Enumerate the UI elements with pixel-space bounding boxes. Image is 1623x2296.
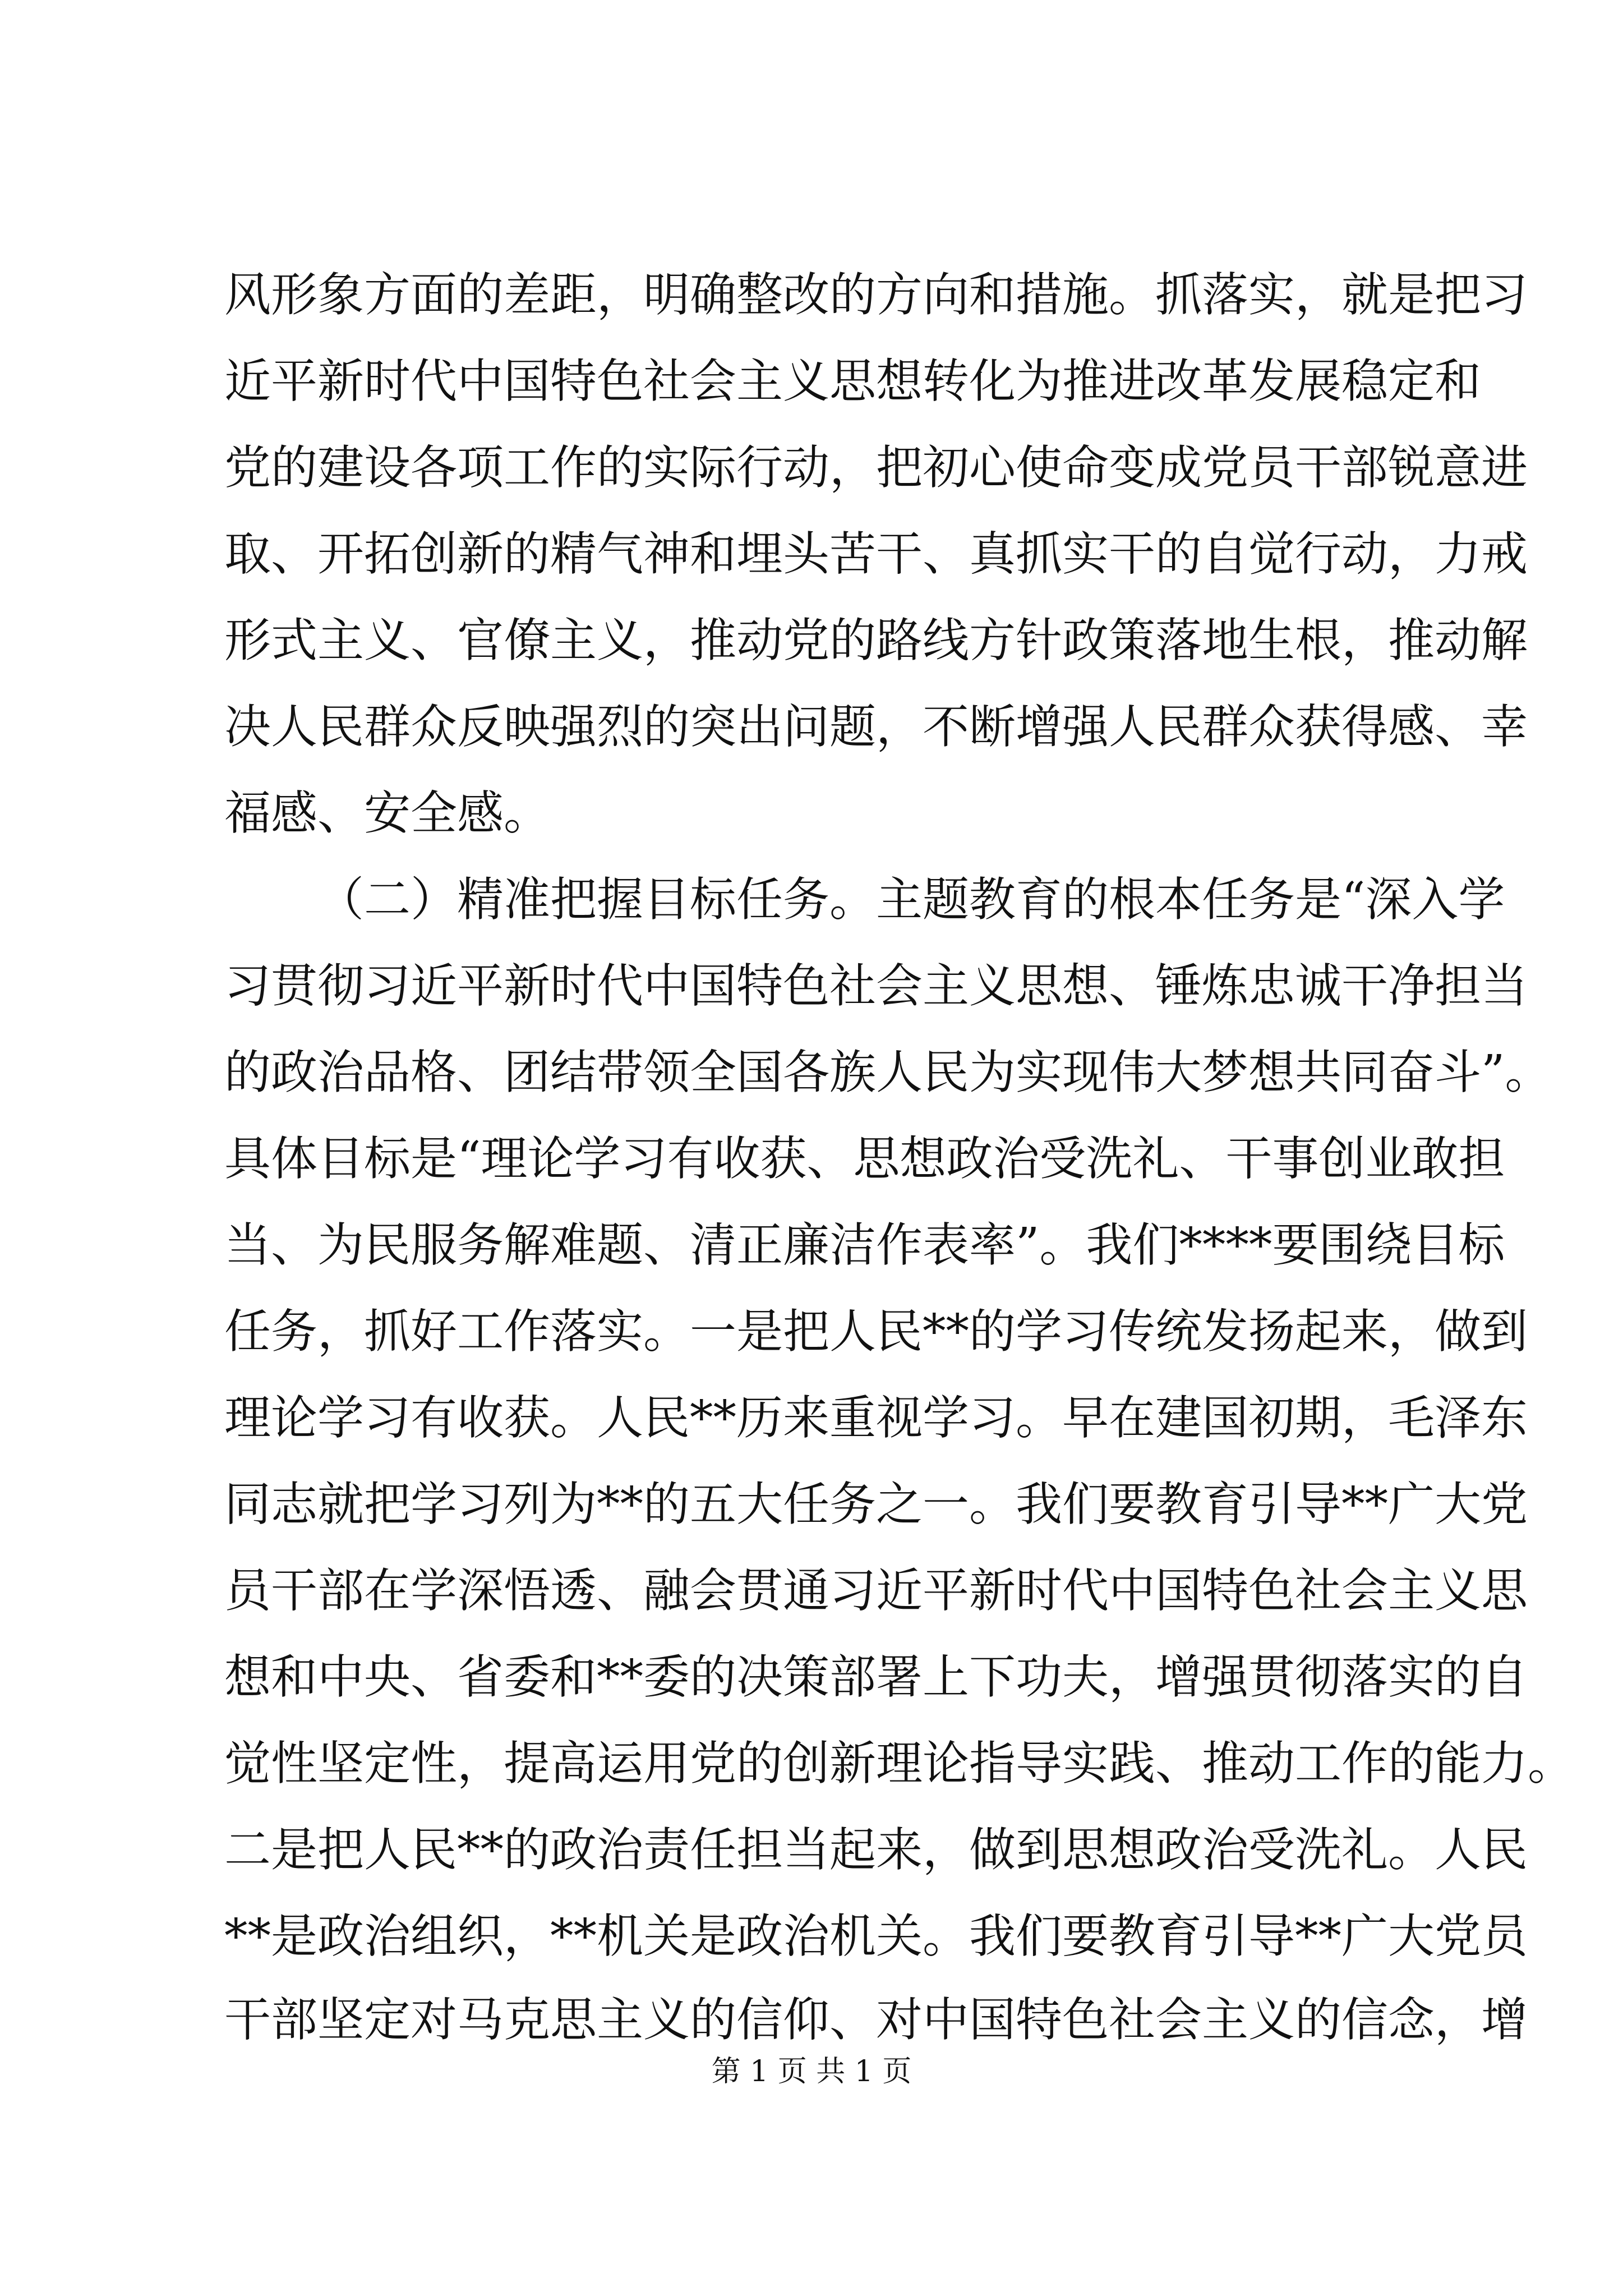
text-line: 干部坚定对马克思主义的信仰、对中国特色社会主义的信念，增: [224, 1993, 1528, 2047]
text-line: 同志就把学习列为**的五大任务之一。我们要教育引导**广大党: [224, 1477, 1528, 1531]
text-line: 福感、安全感。: [224, 786, 550, 840]
text-line: 形式主义、官僚主义，推动党的路线方针政策落地生根，推动解: [224, 613, 1528, 668]
text-line: 具体目标是“理论学习有收获、思想政治受洗礼、干事创业敢担: [224, 1131, 1505, 1186]
text-line: 想和中央、省委和**委的决策部署上下功夫，增强贯彻落实的自: [224, 1650, 1528, 1704]
text-line: 风形象方面的差距，明确整改的方向和措施。抓落实，就是把习: [224, 268, 1528, 322]
text-line: 当、为民服务解难题、清正廉洁作表率”。我们****要围绕目标: [224, 1218, 1505, 1272]
text-line: 觉性坚定性，提高运用党的创新理论指导实践、推动工作的能力。: [224, 1736, 1574, 1791]
text-line: 习贯彻习近平新时代中国特色社会主义思想、锤炼忠诚干净担当: [224, 959, 1528, 1013]
text-line: 任务，抓好工作落实。一是把人民**的学习传统发扬起来，做到: [224, 1304, 1528, 1359]
text-line: 二是把人民**的政治责任担当起来，做到思想政治受洗礼。人民: [224, 1823, 1528, 1877]
paragraph-first-line: （二）精准把握目标任务。主题教育的根本任务是“深入学: [317, 872, 1505, 927]
page-number-footer: 第 1 页 共 1 页: [711, 2055, 912, 2088]
text-line: 理论学习有收获。人民**历来重视学习。早在建国初期，毛泽东: [224, 1391, 1528, 1445]
text-line: 的政治品格、团结带领全国各族人民为实现伟大梦想共同奋斗”。: [224, 1045, 1552, 1099]
text-line: 党的建设各项工作的实际行动，把初心使命变成党员干部锐意进: [224, 440, 1528, 495]
text-line: **是政治组织，**机关是政治机关。我们要教育引导**广大党员: [224, 1909, 1528, 1963]
text-line: 取、开拓创新的精气神和埋头苦干、真抓实干的自觉行动，力戒: [224, 527, 1528, 581]
text-line: 决人民群众反映强烈的突出问题，不断增强人民群众获得感、幸: [224, 700, 1528, 754]
text-line: 近平新时代中国特色社会主义思想转化为推进改革发展稳定和: [224, 354, 1481, 408]
text-line: 员干部在学深悟透、融会贯通习近平新时代中国特色社会主义思: [224, 1563, 1528, 1618]
